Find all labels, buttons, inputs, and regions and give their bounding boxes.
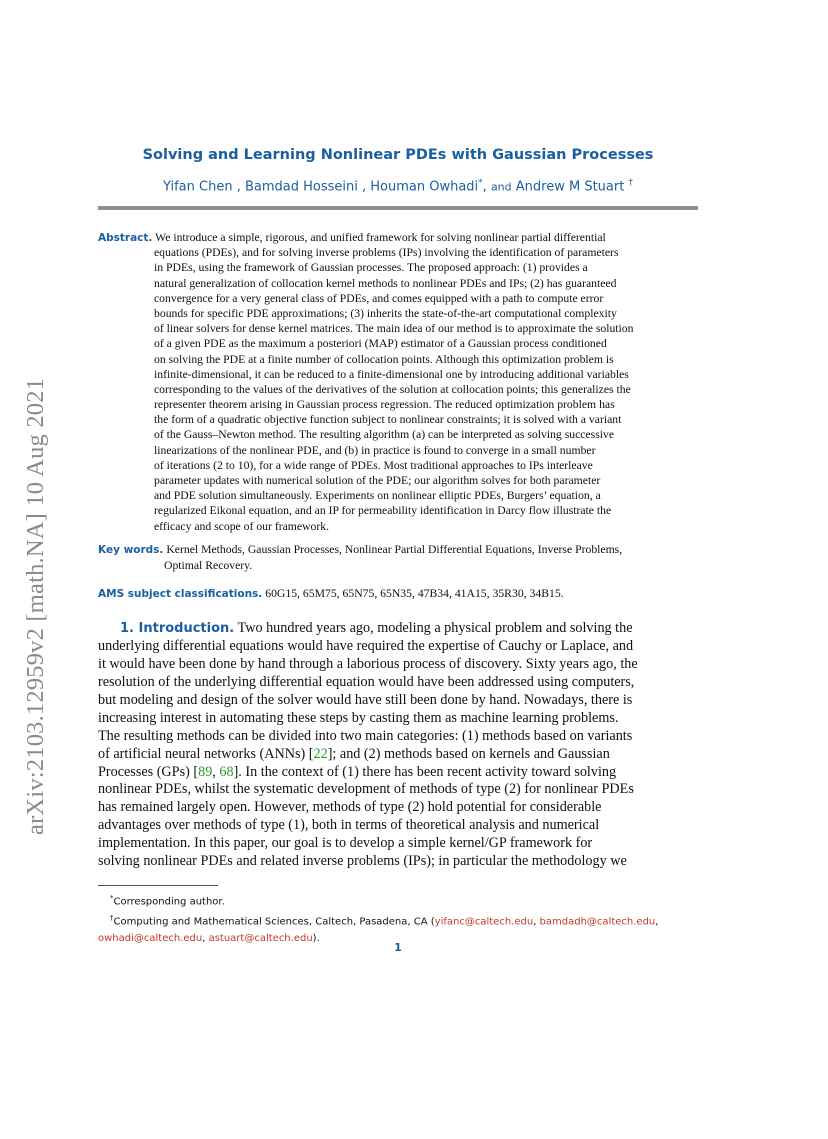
- body-text: ]. In the context of (1) there has been recent activity toward solving: [233, 763, 617, 780]
- paper-title: Solving and Learning Nonlinear PDEs with Gaussian Processes: [142, 147, 654, 163]
- email-link[interactable]: owhadi@caltech.edu: [98, 932, 203, 944]
- author-name: Andrew M Stuart: [515, 179, 625, 195]
- footnote-mark: †: [110, 914, 114, 923]
- abstract-line: efficacy and scope of our framework.: [154, 519, 330, 533]
- body-line: it would have been done by hand through a laborious process of discovery. Sixty years ago, the: [98, 655, 638, 672]
- body-line: increasing interest in automating these steps by casting them as machine learning problems.: [98, 709, 619, 726]
- keywords-label: Key words.: [98, 544, 164, 556]
- citation-link[interactable]: 68: [219, 763, 234, 780]
- author-name: Houman Owhadi: [370, 179, 479, 195]
- abstract: [98, 230, 698, 534]
- body-line: has remained largely open. However, methods of type (2) hold potential for considerable: [98, 799, 602, 816]
- body-line: nonlinear PDEs, whilst the systematic development of methods of type (2) for nonlinear PDEs: [98, 781, 634, 798]
- abstract-line: natural generalization of collocation kernel methods to nonlinear PDEs and IPs; (2) has guaranteed: [154, 276, 617, 290]
- footnote-rule: [98, 885, 218, 886]
- author-name: Bamdad Hosseini: [244, 179, 358, 195]
- abstract-line: convergence for a very general class of PDEs, and comes equipped with a path to compute error: [154, 291, 604, 305]
- abstract-line: on solving the PDE at a finite number of collocation points. Although this optimization problem is: [154, 352, 614, 366]
- keywords-text: Optimal Recovery.: [164, 559, 253, 573]
- body-line: Two hundred years ago, modeling a physical problem and solving the: [237, 620, 633, 636]
- body-text: ]; and (2) methods based on kernels and Gaussian: [327, 745, 610, 762]
- abstract-line: We introduce a simple, rigorous, and unified framework for solving nonlinear partial differential: [155, 231, 606, 244]
- body-line: implementation. In this paper, our goal is to develop a simple kernel/GP framework for: [98, 835, 593, 852]
- abstract-line: in PDEs, using the framework of Gaussian processes. The proposed approach: (1) provides a: [154, 261, 588, 275]
- footnote-mark: *: [478, 178, 483, 188]
- body-text: of artificial neural networks (ANNs) [: [98, 745, 314, 762]
- abstract-line: the form of a quadratic objective function subject to nonlinear constraints; it is solved with a variant: [154, 413, 622, 427]
- author-name: Yifan Chen: [163, 179, 233, 195]
- body-line: solving nonlinear PDEs and related inverse problems (IPs); in particular the methodology we: [98, 853, 627, 870]
- abstract-line: representer theorem arising in Gaussian process regression. The reduced optimization problem has: [154, 398, 615, 412]
- abstract-label: Abstract.: [98, 232, 153, 244]
- body-line: but modeling and design of the solver would have still been done by hand. Nowadays, there is: [98, 691, 633, 708]
- footnote-text: ,: [202, 932, 209, 944]
- abstract-line: linearizations of the nonlinear PDE, and (b) in practice is found to converge in a small number: [154, 443, 596, 457]
- citation-link[interactable]: 89: [198, 763, 213, 780]
- page-number: 1: [394, 941, 402, 954]
- body-line: advantages over methods of type (1), both in terms of theoretical analysis and numerical: [98, 817, 600, 834]
- footnote-text: Corresponding author.: [113, 896, 225, 908]
- author-list: Yifan Chen , Bamdad Hosseini , Houman Owhadi*, and Andrew M Stuart †: [163, 178, 633, 195]
- email-link[interactable]: yifanc@caltech.edu: [434, 916, 534, 928]
- title-rule: [98, 206, 698, 210]
- abstract-line: of linear solvers for dense kernel matrices. The main idea of our method is to approximate the solution: [154, 322, 634, 336]
- author-conjunction: and: [490, 180, 512, 194]
- ams-codes: 60G15, 65M75, 65N75, 65N35, 47B34, 41A15, 35R30, 34B15.: [265, 587, 564, 600]
- citation-link[interactable]: 22: [313, 745, 328, 762]
- footnote-text: ).: [312, 932, 320, 944]
- body-text: ,: [212, 763, 220, 780]
- footnote: [98, 910, 698, 930]
- introduction-section: [98, 620, 698, 871]
- footnote-text: ,: [533, 916, 540, 928]
- keywords-text: Kernel Methods, Gaussian Processes, Nonlinear Partial Differential Equations, Inverse Problems,: [166, 543, 623, 556]
- abstract-line: equations (PDEs), and for solving inverse problems (IPs) involving the identification of parameters: [154, 246, 619, 260]
- body-line: [98, 746, 698, 764]
- abstract-line: of iterations (2 to 10), for a wide range of PDEs. Most traditional approaches to IPs interleave: [154, 458, 593, 472]
- keywords: [98, 542, 698, 573]
- abstract-line: regularized Eikonal equation, and an IP for permeability identification in Darcy flow illustrate the: [154, 504, 612, 518]
- abstract-line: infinite-dimensional, it can be reduced to a finite-dimensional one by introducing additional variables: [154, 367, 629, 381]
- arxiv-identifier: arXiv:2103.12959v2 [math.NA] 10 Aug 2021: [22, 377, 49, 835]
- abstract-line: parameter updates with numerical solution of the PDE; our algorithm solves for both parameter: [154, 474, 601, 487]
- email-link[interactable]: bamdadh@caltech.edu: [539, 916, 656, 928]
- footnote: [98, 890, 698, 910]
- footnote-text: Computing and Mathematical Sciences, Caltech, Pasadena, CA (: [113, 916, 435, 928]
- footnote-mark: †: [628, 178, 633, 188]
- ams-classifications: [98, 586, 698, 602]
- body-line: resolution of the underlying differential equation would have been addressed using computers,: [98, 673, 635, 690]
- abstract-line: of the Gauss–Newton method. The resulting algorithm (a) can be interpreted as solving successive: [154, 428, 615, 442]
- body-text: Processes (GPs) [: [98, 763, 199, 780]
- section-heading: 1. Introduction.: [120, 621, 235, 636]
- footnote-mark: *: [110, 894, 114, 902]
- email-link[interactable]: astuart@caltech.edu: [208, 932, 313, 944]
- abstract-line: corresponding to the values of the derivatives of the solution at collocation points; this generalizes the: [154, 382, 631, 396]
- footnote-text: ,: [655, 916, 659, 928]
- abstract-line: and PDE solution simultaneously. Experiments on nonlinear elliptic PDEs, Burgers’ equation, a: [154, 489, 601, 503]
- footnotes: [98, 890, 698, 947]
- body-line: [98, 764, 698, 782]
- abstract-line: of a given PDE as the maximum a posteriori (MAP) estimator of a Gaussian process conditioned: [154, 337, 607, 351]
- body-line: underlying differential equations would have required the expertise of Cauchy or Laplace, and: [98, 637, 634, 654]
- body-line: The resulting methods can be divided into two main categories: (1) methods based on variants: [98, 727, 633, 744]
- ams-label: AMS subject classifications.: [98, 588, 263, 600]
- abstract-line: bounds for specific PDE approximations; (3) inherits the state-of-the-art computational complexity: [154, 306, 617, 320]
